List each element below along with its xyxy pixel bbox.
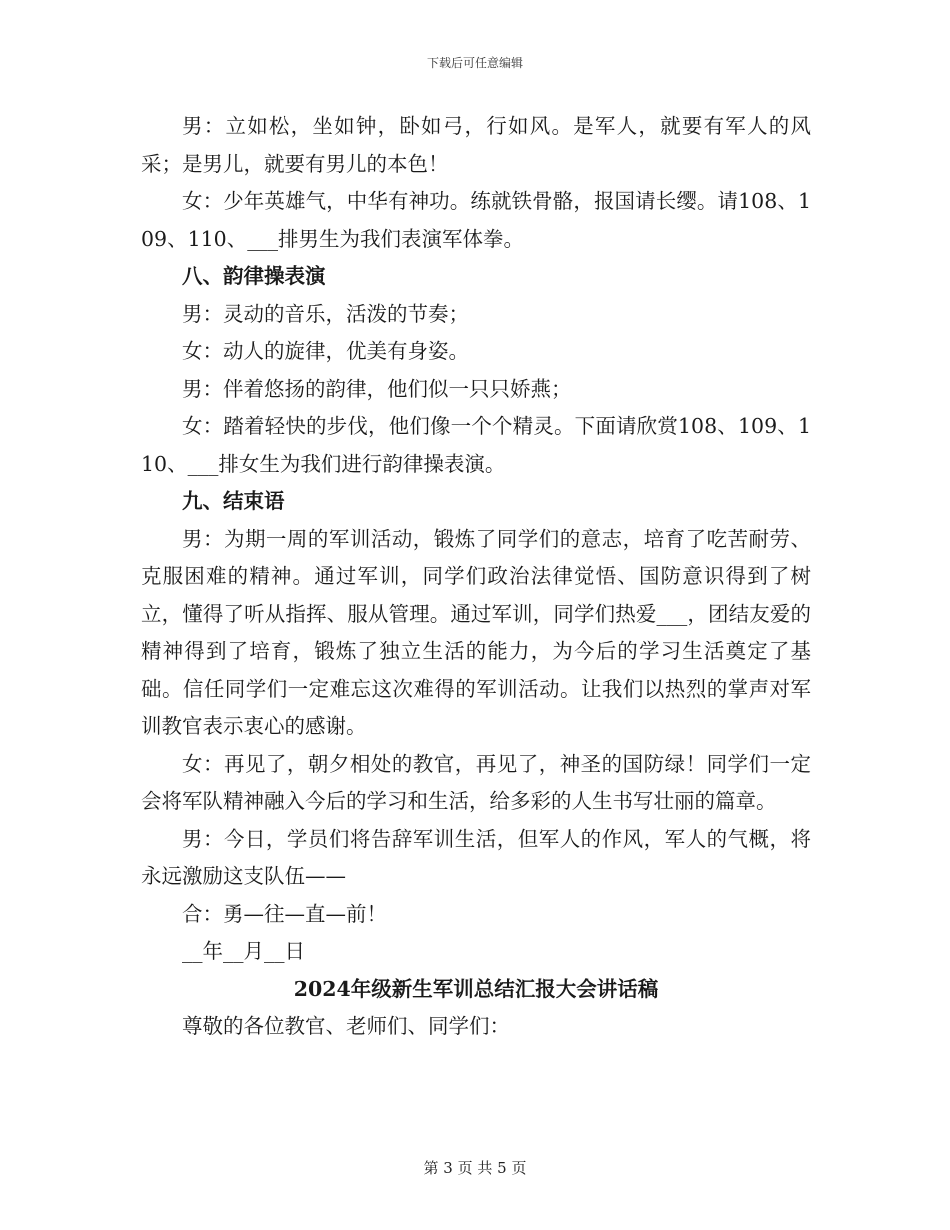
speech-title: 2024年级新生军训总结汇报大会讲话稿 (293, 976, 659, 1001)
section-heading-8: 八、韵律操表演 (182, 264, 326, 288)
paragraph-female-3: 女：踏着轻快的步伐，他们像一个个精灵。下面请欣赏108、109、110、___排女生为我们进行韵律操表演。 (141, 414, 811, 476)
paragraph-male-2: 男：灵动的音乐，活泼的节奏； (182, 301, 469, 326)
paragraph-together: 合：勇—往—直—前！ (182, 901, 387, 926)
paragraph-female-2: 女：动人的旋律，优美有身姿。 (182, 339, 469, 363)
paragraph-male-final: 男：今日，学员们将告辞军训生活，但军人的作风，军人的气概，将永远激励这支队伍—— (141, 826, 811, 888)
paragraph-female-1: 女：少年英雄气，中华有神功。练就铁骨骼，报国请长缨。请108、109、110、___排男生为我们表演军体拳。 (141, 189, 811, 251)
date-line: __年__月__日 (182, 939, 305, 963)
greeting-line: 尊敬的各位教官、老师们、同学们： (182, 1014, 510, 1038)
section-heading-9: 九、结束语 (182, 489, 285, 513)
page-number: 第 3 页 共 5 页 (423, 1159, 527, 1177)
document-body (141, 108, 811, 1046)
header-note: 下载后可任意编辑 (426, 56, 523, 70)
paragraph-female-closing: 女：再见了，朝夕相处的教官，再见了，神圣的国防绿！同学们一定会将军队精神融入今后的学习和生活，给多彩的人生书写壮丽的篇章。 (141, 751, 811, 813)
paragraph-male-closing: 男：为期一周的军训活动，锻炼了同学们的意志，培育了吃苦耐劳、克服困难的精神。通过军训，同学们政治法律觉悟、国防意识得到了树立，懂得了听从指挥、服从管理。通过军训，同学们热爱___，团结友爱的精神得到了培育，锻炼了独立生活的能力，为今后的学习生活奠定了基础。信任同学们一定难忘这次难得的军训活动。让我们以热烈的掌声对军训教官表示衷心的感谢。 (141, 526, 811, 738)
paragraph-male-1: 男：立如松，坐如钟，卧如弓，行如风。是军人，就要有军人的风采；是男儿，就要有男儿的本色！ (141, 114, 811, 176)
paragraph-male-3: 男：伴着悠扬的韵律，他们似一只只娇燕； (182, 376, 572, 401)
